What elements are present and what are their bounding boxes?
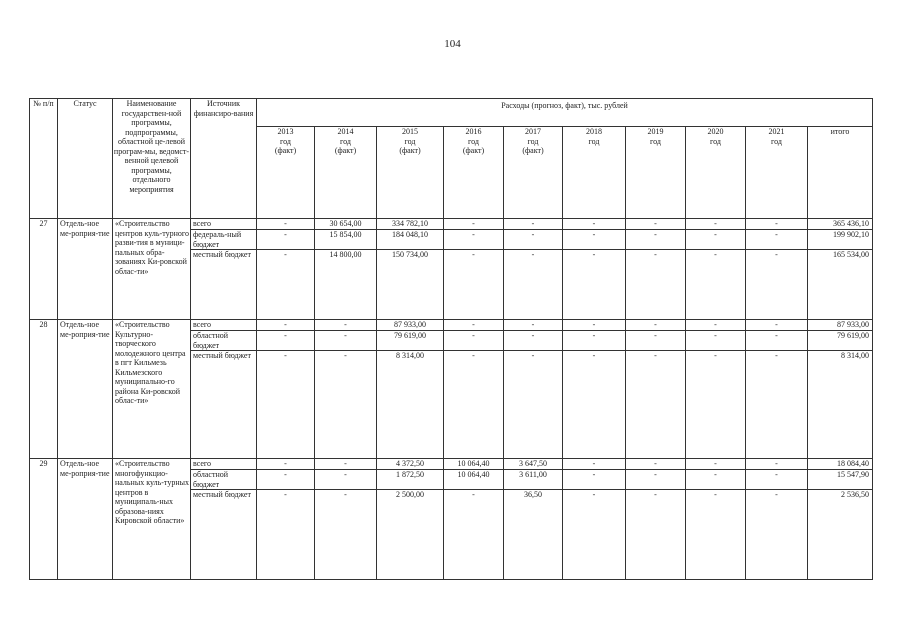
source-label: областной бюджет [191, 331, 257, 351]
value-cell: - [563, 230, 626, 250]
total-cell: 18 084,40 [808, 459, 873, 470]
value-cell: - [444, 219, 504, 230]
source-label: всего [191, 459, 257, 470]
value-cell: - [315, 490, 377, 580]
source-label: областной бюджет [191, 470, 257, 490]
value-cell: - [686, 250, 746, 320]
row-num: 29 [30, 459, 58, 580]
header-total: итого [808, 127, 873, 219]
value-cell: - [746, 470, 808, 490]
header-year-y: 2019 [647, 127, 664, 136]
header-year-2016 [444, 127, 504, 219]
header-year-a: год [650, 136, 661, 146]
total-cell: 15 547,90 [808, 470, 873, 490]
value-cell: - [504, 219, 563, 230]
header-year-2020 [686, 127, 746, 219]
value-cell: - [444, 331, 504, 351]
header-year-a: год [404, 136, 416, 146]
row-name: «Строительство центров куль-турного разви-тия в муници-пальных обра-зованиях Ки-ровской облас-ти» [113, 219, 191, 320]
value-cell: - [504, 331, 563, 351]
value-cell: - [257, 320, 315, 331]
header-year-b: (факт) [522, 146, 544, 155]
value-cell: - [257, 331, 315, 351]
header-year-b: (факт) [334, 146, 357, 155]
value-cell: - [746, 320, 808, 331]
header-year-b: (факт) [274, 146, 297, 155]
value-cell: 2 500,00 [377, 490, 444, 580]
value-cell: - [257, 250, 315, 320]
value-cell: - [444, 250, 504, 320]
header-year-b: (факт) [399, 146, 421, 155]
header-year-a: год [527, 136, 539, 146]
row-status: Отдель-ное ме-роприя-тие [58, 459, 113, 580]
value-cell: - [686, 230, 746, 250]
value-cell: - [626, 219, 686, 230]
header-year-y: 2021 [768, 127, 785, 136]
row-num: 28 [30, 320, 58, 459]
value-cell: - [504, 351, 563, 459]
header-year-2014 [315, 127, 377, 219]
value-cell: - [626, 490, 686, 580]
header-year-y: 2016 [465, 127, 482, 136]
value-cell: - [746, 219, 808, 230]
row-num: 27 [30, 219, 58, 320]
header-year-y: 2015 [402, 127, 418, 136]
value-cell: 10 064,40 [444, 459, 504, 470]
header-year-a: год [771, 136, 782, 146]
value-cell: - [315, 470, 377, 490]
header-source: Источник финансиро-вания [191, 99, 257, 219]
value-cell: - [315, 331, 377, 351]
header-year-b: (факт) [462, 146, 485, 155]
value-cell: - [626, 320, 686, 331]
value-cell: - [315, 459, 377, 470]
value-cell: - [504, 320, 563, 331]
source-label: местный бюджет [191, 250, 257, 320]
value-cell: 10 064,40 [444, 470, 504, 490]
value-cell: - [746, 459, 808, 470]
header-year-y: 2018 [586, 127, 602, 136]
value-cell: - [257, 351, 315, 459]
value-cell: - [504, 230, 563, 250]
value-cell: - [746, 351, 808, 459]
header-year-2015 [377, 127, 444, 219]
value-cell: - [686, 459, 746, 470]
source-label: федераль-ный бюджет [191, 230, 257, 250]
value-cell: 3 647,50 [504, 459, 563, 470]
total-cell: 165 534,00 [808, 250, 873, 320]
row-name: «Строительство Культурно-творческого молодежного центра в пгт Кильмезь Кильмезского муниципально-го района Ки-ровской облас-ти» [113, 320, 191, 459]
value-cell: - [563, 459, 626, 470]
header-year-a: год [280, 136, 291, 146]
value-cell: - [504, 250, 563, 320]
source-label: местный бюджет [191, 351, 257, 459]
value-cell: 334 782,10 [377, 219, 444, 230]
table-row [30, 320, 873, 331]
header-year-y: 2017 [525, 127, 541, 136]
value-cell: - [746, 230, 808, 250]
header-year-a: год [710, 136, 721, 146]
row-name: «Строительство многофункцио-нальных куль-турных центров в муниципаль-ных образова-ниях Кировской области» [113, 459, 191, 580]
row-status: Отдель-ное ме-роприя-тие [58, 219, 113, 320]
expenses-table [29, 98, 873, 580]
value-cell: - [257, 490, 315, 580]
value-cell: 1 872,50 [377, 470, 444, 490]
total-cell: 79 619,00 [808, 331, 873, 351]
row-status: Отдель-ное ме-роприя-тие [58, 320, 113, 459]
header-year-2017 [504, 127, 563, 219]
value-cell: 3 611,00 [504, 470, 563, 490]
value-cell: 14 800,00 [315, 250, 377, 320]
value-cell: 8 314,00 [377, 351, 444, 459]
value-cell: - [686, 320, 746, 331]
value-cell: - [444, 351, 504, 459]
value-cell: - [626, 459, 686, 470]
header-year-y: 2020 [707, 127, 724, 136]
header-year-2018 [563, 127, 626, 219]
header-year-a: год [588, 136, 600, 146]
value-cell: - [563, 250, 626, 320]
value-cell: - [746, 331, 808, 351]
source-label: всего [191, 320, 257, 331]
value-cell: 4 372,50 [377, 459, 444, 470]
value-cell: - [444, 230, 504, 250]
value-cell: 184 048,10 [377, 230, 444, 250]
total-cell: 365 436,10 [808, 219, 873, 230]
header-expenses: Расходы (прогноз, факт), тыс. рублей [257, 99, 873, 127]
value-cell: - [257, 470, 315, 490]
value-cell: - [444, 490, 504, 580]
value-cell: - [746, 250, 808, 320]
value-cell: 79 619,00 [377, 331, 444, 351]
value-cell: - [686, 219, 746, 230]
table-row [30, 219, 873, 230]
value-cell: - [563, 490, 626, 580]
total-cell: 2 536,50 [808, 490, 873, 580]
total-cell: 199 902,10 [808, 230, 873, 250]
header-status: Статус [58, 99, 113, 219]
header-num: № п/п [30, 99, 58, 219]
value-cell: 87 933,00 [377, 320, 444, 331]
value-cell: - [563, 320, 626, 331]
value-cell: - [315, 351, 377, 459]
value-cell: 30 654,00 [315, 219, 377, 230]
header-year-2019 [626, 127, 686, 219]
table-row [30, 459, 873, 470]
source-label: всего [191, 219, 257, 230]
value-cell: - [746, 490, 808, 580]
header-year-y: 2014 [337, 127, 354, 136]
total-cell: 8 314,00 [808, 351, 873, 459]
value-cell: - [686, 490, 746, 580]
value-cell: - [686, 470, 746, 490]
value-cell: - [257, 230, 315, 250]
header-year-a: год [468, 136, 479, 146]
value-cell: - [563, 470, 626, 490]
header-year-2021 [746, 127, 808, 219]
value-cell: 150 734,00 [377, 250, 444, 320]
value-cell: - [686, 351, 746, 459]
page-number: 104 [444, 38, 461, 50]
value-cell: - [626, 230, 686, 250]
value-cell: - [563, 351, 626, 459]
value-cell: - [563, 331, 626, 351]
value-cell: - [626, 331, 686, 351]
value-cell: - [626, 250, 686, 320]
header-year-a: год [340, 136, 351, 146]
value-cell: - [257, 219, 315, 230]
source-label: местный бюджет [191, 490, 257, 580]
header-name: Наименование государствен-ной программы, подпрограммы, областной це-левой програм-мы, ведомст-венной целевой программы, отдельного мероприятия [113, 99, 191, 219]
total-cell: 87 933,00 [808, 320, 873, 331]
value-cell: - [563, 219, 626, 230]
value-cell: - [315, 320, 377, 331]
value-cell: - [626, 470, 686, 490]
header-year-y: 2013 [277, 127, 294, 136]
header-year-2013 [257, 127, 315, 219]
value-cell: 36,50 [504, 490, 563, 580]
value-cell: - [626, 351, 686, 459]
value-cell: - [257, 459, 315, 470]
value-cell: 15 854,00 [315, 230, 377, 250]
value-cell: - [686, 331, 746, 351]
value-cell: - [444, 320, 504, 331]
